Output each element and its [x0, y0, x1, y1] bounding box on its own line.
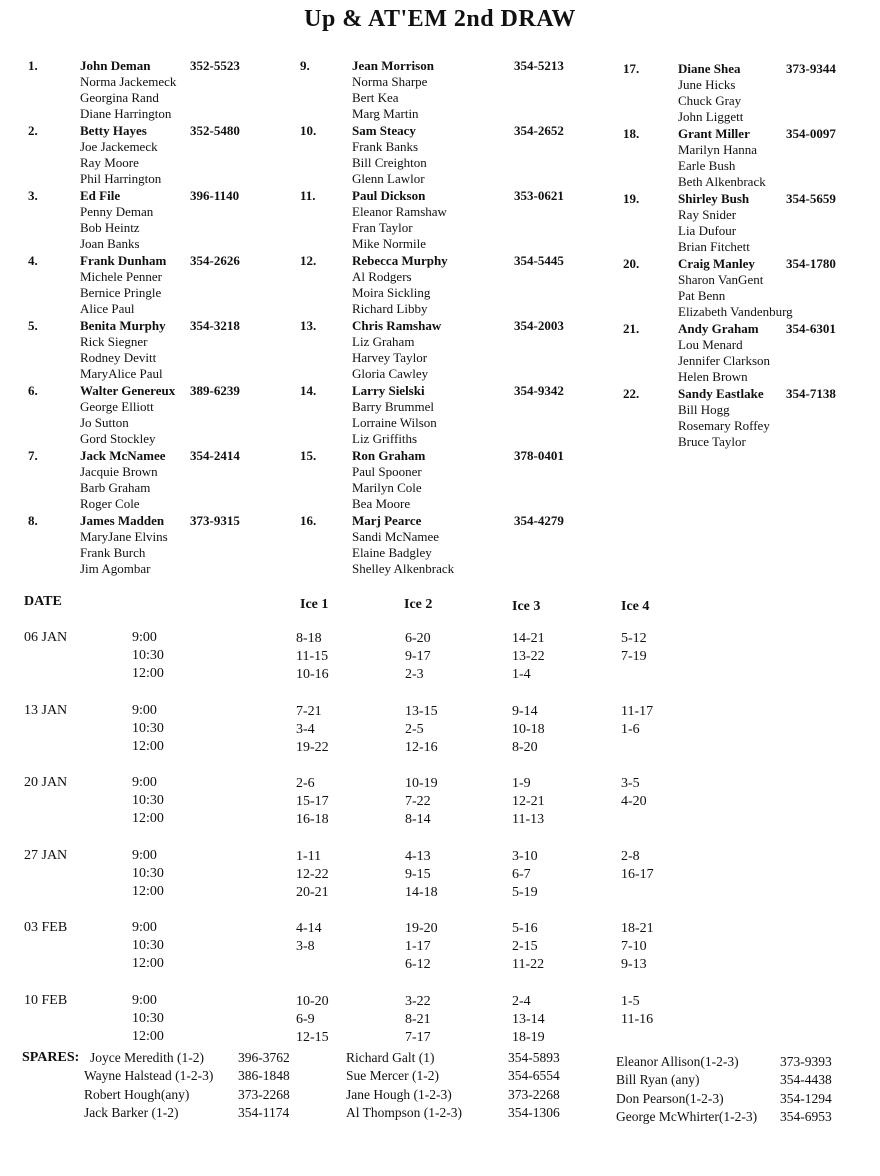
schedule-matchup: 7-21: [296, 704, 322, 719]
schedule-matchup: 12-15: [296, 1030, 329, 1045]
schedule-matchup: 6-20: [405, 631, 431, 646]
schedule-matchup: 4-20: [621, 794, 647, 809]
schedule-matchup: 11-15: [296, 649, 329, 664]
team-captain: Jean Morrison: [352, 58, 434, 73]
team-captain: Diane Shea: [678, 61, 741, 76]
schedule-time: 10:30: [132, 721, 164, 736]
schedule-time: 10:30: [132, 866, 164, 881]
schedule-matchup: 19-20: [405, 921, 438, 936]
schedule-time: 12:00: [132, 884, 164, 899]
team-member: Bill Creighton: [352, 155, 427, 170]
team-block: [28, 513, 288, 577]
spare-phone: 354-1306: [508, 1105, 560, 1120]
spare-name: Al Thompson (1-2-3): [346, 1105, 462, 1120]
team-phone: 352-5480: [190, 123, 240, 138]
schedule-time: 10:30: [132, 793, 164, 808]
schedule-matchup: 10-16: [296, 667, 329, 682]
team-member: Alice Paul: [80, 301, 135, 316]
team-member: Lou Menard: [678, 337, 743, 352]
team-captain: Ron Graham: [352, 448, 426, 463]
team-member: Norma Sharpe: [352, 74, 428, 89]
schedule-time: 9:00: [132, 993, 157, 1008]
schedule-date: 27 JAN: [24, 848, 68, 863]
team-phone: 354-3218: [190, 318, 240, 333]
schedule-date: 06 JAN: [24, 630, 68, 645]
schedule-matchup: 3-4: [296, 722, 315, 737]
schedule-matchup: 3-22: [405, 994, 431, 1009]
team-captain: Craig Manley: [678, 256, 755, 271]
schedule-matchup: 4-13: [405, 849, 431, 864]
team-captain: Frank Dunham: [80, 253, 167, 268]
schedule-matchup: 9-13: [621, 957, 647, 972]
team-number: 1.: [28, 58, 38, 73]
spare-name: Sue Mercer (1-2): [346, 1068, 439, 1083]
team-member: Frank Burch: [80, 545, 146, 560]
team-phone: 354-2414: [190, 448, 240, 463]
team-block: [300, 253, 564, 317]
team-number: 15.: [300, 448, 317, 463]
team-phone: 373-9315: [190, 513, 240, 528]
schedule-matchup: 2-5: [405, 722, 424, 737]
schedule-matchup: 2-6: [296, 776, 315, 791]
team-member: Chuck Gray: [678, 93, 742, 108]
schedule-matchup: 10-18: [512, 722, 545, 737]
team-number: 4.: [28, 253, 38, 268]
team-captain: Grant Miller: [678, 126, 750, 141]
schedule-date: 03 FEB: [24, 920, 68, 935]
schedule-matchup: 1-9: [512, 776, 531, 791]
team-captain: Andy Graham: [678, 321, 759, 336]
schedule-matchup: 11-17: [621, 704, 654, 719]
team-block: [623, 256, 880, 320]
team-member: John Liggett: [678, 109, 744, 124]
schedule-time: 12:00: [132, 1029, 164, 1044]
team-member: MaryAlice Paul: [80, 366, 163, 381]
schedule-matchup: 13-22: [512, 649, 545, 664]
team-phone: 354-7138: [786, 386, 836, 401]
schedule-matchup: 10-20: [296, 994, 329, 1009]
schedule-matchup: 16-18: [296, 812, 329, 827]
team-member: Bill Hogg: [678, 402, 730, 417]
team-member: Sharon VanGent: [678, 272, 764, 287]
team-block: [300, 123, 564, 187]
schedule-matchup: 8-20: [512, 740, 538, 755]
team-block: [623, 126, 880, 190]
schedule-header-ice4: Ice 4: [621, 599, 650, 614]
team-member: June Hicks: [678, 77, 736, 92]
schedule-matchup: 7-22: [405, 794, 431, 809]
team-phone: 389-6239: [190, 383, 240, 398]
team-number: 2.: [28, 123, 38, 138]
schedule-header-ice1: Ice 1: [300, 597, 329, 612]
spare-name: Eleanor Allison(1-2-3): [616, 1054, 739, 1069]
spare-phone: 354-1174: [238, 1105, 290, 1120]
team-phone: 354-2652: [514, 123, 564, 138]
schedule-matchup: 8-14: [405, 812, 431, 827]
team-member: Al Rodgers: [352, 269, 412, 284]
team-phone: 354-4279: [514, 513, 564, 528]
team-member: Joan Banks: [80, 236, 140, 251]
team-member: Harvey Taylor: [352, 350, 428, 365]
schedule-matchup: 11-13: [512, 812, 545, 827]
team-member: Jennifer Clarkson: [678, 353, 771, 368]
team-member: Paul Spooner: [352, 464, 422, 479]
spare-phone: 354-6953: [780, 1109, 832, 1124]
team-block: [300, 58, 564, 122]
spares-label: SPARES:: [22, 1050, 80, 1065]
team-captain: Chris Ramshaw: [352, 318, 442, 333]
schedule-matchup: 2-4: [512, 994, 531, 1009]
team-member: Fran Taylor: [352, 220, 413, 235]
team-member: Marg Martin: [352, 106, 419, 121]
spare-name: Jane Hough (1-2-3): [346, 1087, 452, 1102]
schedule-matchup: 6-9: [296, 1012, 315, 1027]
team-number: 18.: [623, 126, 640, 141]
schedule-matchup: 14-18: [405, 885, 438, 900]
team-member: Penny Deman: [80, 204, 154, 219]
team-block: [28, 383, 288, 447]
team-captain: Jack McNamee: [80, 448, 166, 463]
team-member: Michele Penner: [80, 269, 162, 284]
schedule-matchup: 2-3: [405, 667, 424, 682]
team-block: [28, 58, 288, 122]
schedule-matchup: 8-21: [405, 1012, 431, 1027]
team-number: 6.: [28, 383, 38, 398]
team-member: Marilyn Cole: [352, 480, 422, 495]
team-member: Jim Agombar: [80, 561, 151, 576]
team-member: Gord Stockley: [80, 431, 156, 446]
team-member: Jo Sutton: [80, 415, 129, 430]
team-captain: Rebecca Murphy: [352, 253, 448, 268]
schedule-date: 10 FEB: [24, 993, 68, 1008]
schedule-matchup: 12-22: [296, 867, 329, 882]
team-number: 21.: [623, 321, 640, 336]
team-member: Elizabeth Vandenburg: [678, 304, 793, 319]
team-phone: 354-9342: [514, 383, 564, 398]
team-member: Bob Heintz: [80, 220, 140, 235]
schedule-matchup: 9-15: [405, 867, 431, 882]
schedule-time: 12:00: [132, 811, 164, 826]
schedule-matchup: 19-22: [296, 740, 329, 755]
spare-phone: 386-1848: [238, 1068, 290, 1083]
schedule-matchup: 7-17: [405, 1030, 431, 1045]
spare-phone: 373-2268: [508, 1087, 560, 1102]
spare-name: Bill Ryan (any): [616, 1072, 700, 1087]
team-member: Beth Alkenbrack: [678, 174, 766, 189]
team-number: 13.: [300, 318, 317, 333]
team-number: 20.: [623, 256, 640, 271]
schedule-matchup: 14-21: [512, 631, 545, 646]
team-member: Shelley Alkenbrack: [352, 561, 455, 576]
schedule-matchup: 6-7: [512, 867, 531, 882]
team-captain: Walter Genereux: [80, 383, 176, 398]
schedule-time: 10:30: [132, 938, 164, 953]
schedule-time: 10:30: [132, 648, 164, 663]
team-block: [623, 61, 880, 125]
spare-phone: 373-9393: [780, 1054, 832, 1069]
spare-phone: 354-5893: [508, 1050, 560, 1065]
schedule-matchup: 11-22: [512, 957, 545, 972]
team-member: Bea Moore: [352, 496, 411, 511]
team-member: Bernice Pringle: [80, 285, 162, 300]
schedule-matchup: 1-17: [405, 939, 431, 954]
team-member: Phil Harrington: [80, 171, 162, 186]
schedule-matchup: 1-11: [296, 849, 322, 864]
team-captain: Benita Murphy: [80, 318, 166, 333]
team-block: [300, 318, 564, 382]
schedule-time: 10:30: [132, 1011, 164, 1026]
team-member: Ray Moore: [80, 155, 139, 170]
team-captain: John Deman: [80, 58, 151, 73]
team-member: Roger Cole: [80, 496, 140, 511]
schedule-matchup: 1-6: [621, 722, 640, 737]
team-phone: 354-0097: [786, 126, 836, 141]
team-phone: 354-2626: [190, 253, 240, 268]
team-number: 14.: [300, 383, 317, 398]
schedule-header-ice3: Ice 3: [512, 599, 541, 614]
team-phone: 354-2003: [514, 318, 564, 333]
schedule-time: 9:00: [132, 775, 157, 790]
team-block: [623, 321, 880, 385]
team-block: [300, 448, 564, 512]
team-number: 22.: [623, 386, 640, 401]
schedule-time: 12:00: [132, 739, 164, 754]
schedule-matchup: 4-14: [296, 921, 322, 936]
team-number: 8.: [28, 513, 38, 528]
schedule-matchup: 5-16: [512, 921, 538, 936]
team-phone: 354-6301: [786, 321, 836, 336]
team-member: Bert Kea: [352, 90, 399, 105]
spare-name: Jack Barker (1-2): [84, 1105, 179, 1120]
team-member: Marilyn Hanna: [678, 142, 758, 157]
team-captain: James Madden: [80, 513, 165, 528]
schedule-matchup: 6-12: [405, 957, 431, 972]
team-block: [300, 188, 564, 252]
team-member: Gloria Cawley: [352, 366, 429, 381]
schedule-date: 13 JAN: [24, 703, 68, 718]
team-member: Georgina Rand: [80, 90, 159, 105]
schedule-matchup: 7-10: [621, 939, 647, 954]
schedule-matchup: 9-14: [512, 704, 538, 719]
team-member: George Elliott: [80, 399, 154, 414]
schedule-matchup: 5-12: [621, 631, 647, 646]
team-number: 11.: [300, 188, 316, 203]
team-phone: 373-9344: [786, 61, 836, 76]
team-member: Brian Fitchett: [678, 239, 750, 254]
team-member: Jacquie Brown: [80, 464, 158, 479]
team-phone: 378-0401: [514, 448, 564, 463]
team-block: [623, 191, 880, 255]
schedule-time: 9:00: [132, 920, 157, 935]
spare-name: Robert Hough(any): [84, 1087, 190, 1102]
schedule-matchup: 3-5: [621, 776, 640, 791]
team-phone: 396-1140: [190, 188, 240, 203]
spare-phone: 373-2268: [238, 1087, 290, 1102]
spare-name: Joyce Meredith (1-2): [90, 1050, 204, 1065]
team-member: Norma Jackemeck: [80, 74, 177, 89]
schedule-matchup: 9-17: [405, 649, 431, 664]
team-member: Sandi McNamee: [352, 529, 440, 544]
team-member: Eleanor Ramshaw: [352, 204, 447, 219]
team-member: Lia Dufour: [678, 223, 737, 238]
team-captain: Sam Steacy: [352, 123, 416, 138]
team-number: 19.: [623, 191, 640, 206]
spare-name: Richard Galt (1): [346, 1050, 435, 1065]
schedule-header-ice2: Ice 2: [404, 597, 433, 612]
team-phone: 354-5213: [514, 58, 564, 73]
team-member: Elaine Badgley: [352, 545, 432, 560]
schedule-matchup: 10-19: [405, 776, 438, 791]
team-block: [300, 383, 564, 447]
team-captain: Ed File: [80, 188, 121, 203]
spare-name: Wayne Halstead (1-2-3): [84, 1068, 214, 1083]
team-number: 9.: [300, 58, 310, 73]
team-phone: 354-5445: [514, 253, 564, 268]
team-member: Rodney Devitt: [80, 350, 157, 365]
schedule-matchup: 16-17: [621, 867, 654, 882]
schedule-matchup: 13-15: [405, 704, 438, 719]
team-block: [623, 386, 880, 450]
team-block: [28, 253, 288, 317]
team-member: Liz Griffiths: [352, 431, 418, 446]
team-member: Earle Bush: [678, 158, 736, 173]
team-number: 3.: [28, 188, 38, 203]
spare-phone: 354-1294: [780, 1091, 832, 1106]
schedule-matchup: 12-16: [405, 740, 438, 755]
schedule-matchup: 11-16: [621, 1012, 654, 1027]
schedule-matchup: 8-18: [296, 631, 322, 646]
team-captain: Sandy Eastlake: [678, 386, 764, 401]
page-title: Up & AT'EM 2nd DRAW: [304, 6, 576, 32]
schedule-matchup: 5-19: [512, 885, 538, 900]
spare-name: George McWhirter(1-2-3): [616, 1109, 758, 1124]
team-phone: 354-1780: [786, 256, 836, 271]
schedule-matchup: 3-8: [296, 939, 315, 954]
team-captain: Paul Dickson: [352, 188, 426, 203]
spare-phone: 354-4438: [780, 1072, 832, 1087]
team-member: Rick Siegner: [80, 334, 148, 349]
team-member: Rosemary Roffey: [678, 418, 770, 433]
team-block: [28, 448, 288, 512]
schedule-matchup: 1-4: [512, 667, 531, 682]
schedule-matchup: 12-21: [512, 794, 545, 809]
team-member: Mike Normile: [352, 236, 427, 251]
team-member: Lorraine Wilson: [352, 415, 437, 430]
team-member: Barry Brummel: [352, 399, 434, 414]
team-number: 5.: [28, 318, 38, 333]
team-phone: 352-5523: [190, 58, 240, 73]
team-captain: Betty Hayes: [80, 123, 147, 138]
team-block: [28, 123, 288, 187]
team-block: [28, 188, 288, 252]
schedule-matchup: 2-8: [621, 849, 640, 864]
team-member: Helen Brown: [678, 369, 748, 384]
schedule-matchup: 20-21: [296, 885, 329, 900]
team-number: 10.: [300, 123, 317, 138]
schedule-header-date: DATE: [24, 594, 62, 609]
team-captain: Shirley Bush: [678, 191, 750, 206]
team-member: Glenn Lawlor: [352, 171, 425, 186]
schedule-matchup: 3-10: [512, 849, 538, 864]
team-captain: Larry Sielski: [352, 383, 425, 398]
team-block: [300, 513, 564, 577]
schedule-time: 9:00: [132, 703, 157, 718]
team-member: Joe Jackemeck: [80, 139, 158, 154]
team-member: Barb Graham: [80, 480, 151, 495]
team-member: MaryJane Elvins: [80, 529, 168, 544]
spare-name: Don Pearson(1-2-3): [616, 1091, 724, 1106]
schedule-matchup: 7-19: [621, 649, 647, 664]
team-member: Moira Sickling: [352, 285, 431, 300]
schedule-matchup: 2-15: [512, 939, 538, 954]
team-member: Pat Benn: [678, 288, 726, 303]
schedule-matchup: 1-5: [621, 994, 640, 1009]
team-number: 17.: [623, 61, 640, 76]
team-phone: 353-0621: [514, 188, 564, 203]
spare-phone: 396-3762: [238, 1050, 290, 1065]
team-captain: Marj Pearce: [352, 513, 422, 528]
team-member: Bruce Taylor: [678, 434, 746, 449]
team-block: [28, 318, 288, 382]
team-member: Diane Harrington: [80, 106, 172, 121]
team-member: Frank Banks: [352, 139, 419, 154]
schedule-date: 20 JAN: [24, 775, 68, 790]
team-number: 12.: [300, 253, 317, 268]
schedule-time: 9:00: [132, 630, 157, 645]
schedule-matchup: 18-21: [621, 921, 654, 936]
team-member: Richard Libby: [352, 301, 428, 316]
team-number: 16.: [300, 513, 317, 528]
spare-phone: 354-6554: [508, 1068, 560, 1083]
team-member: Ray Snider: [678, 207, 737, 222]
team-number: 7.: [28, 448, 38, 463]
schedule-time: 12:00: [132, 956, 164, 971]
schedule-matchup: 18-19: [512, 1030, 545, 1045]
schedule-matchup: 15-17: [296, 794, 329, 809]
team-phone: 354-5659: [786, 191, 836, 206]
schedule-time: 12:00: [132, 666, 164, 681]
team-member: Liz Graham: [352, 334, 415, 349]
schedule-matchup: 13-14: [512, 1012, 545, 1027]
schedule-time: 9:00: [132, 848, 157, 863]
